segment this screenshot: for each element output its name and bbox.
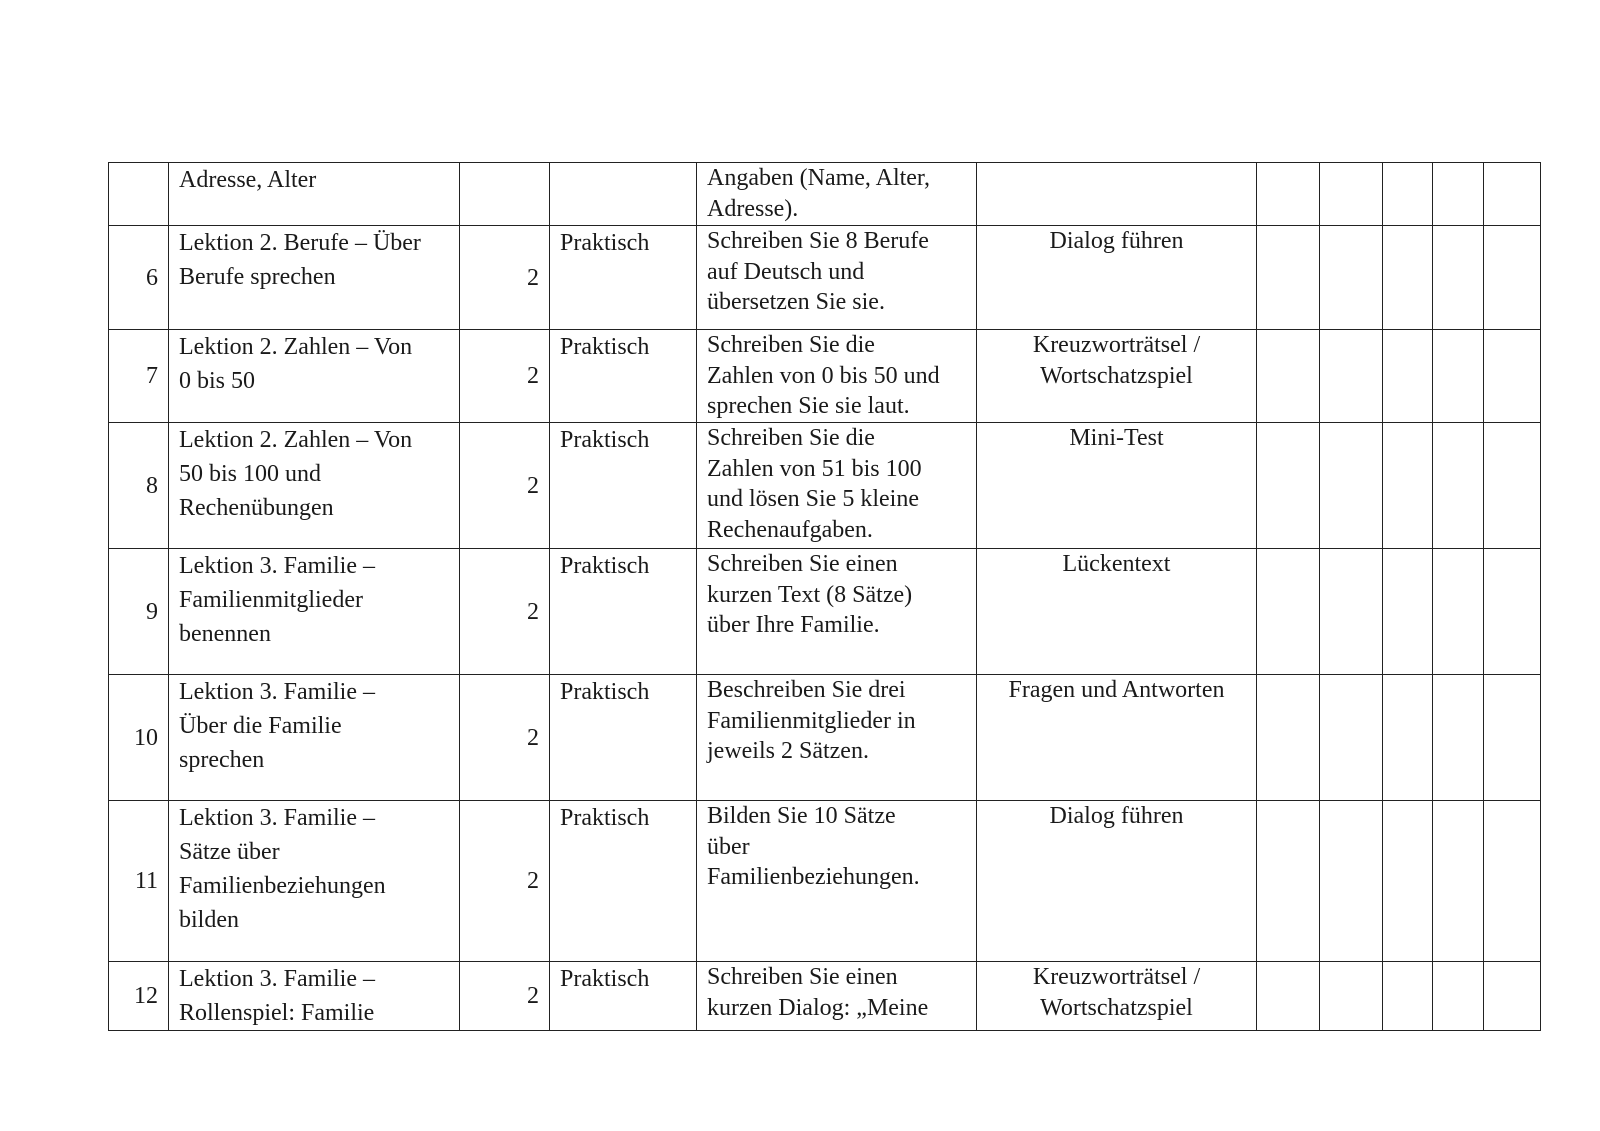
- row-number-text: 12: [134, 983, 158, 1009]
- task-cell: [697, 226, 977, 330]
- empty-cell: [1433, 226, 1484, 330]
- empty-cell: [1484, 163, 1541, 226]
- hours-cell: [460, 675, 550, 801]
- empty-cell: [1383, 226, 1433, 330]
- lesson-type-cell: [550, 549, 697, 675]
- control-form-cell: [977, 163, 1257, 226]
- control-form-cell: [977, 423, 1257, 549]
- lesson-type-cell: [550, 330, 697, 423]
- row-number-text: 7: [146, 363, 158, 389]
- hours-cell-text: 2: [527, 983, 539, 1009]
- row-number: [109, 226, 169, 330]
- empty-cell: [1433, 549, 1484, 675]
- lesson-type-cell: [550, 801, 697, 962]
- table-row: [109, 801, 1541, 962]
- task-cell-text: Schreiben Sie 8 Berufe auf Deutsch und übersetzen Sie sie.: [707, 228, 929, 315]
- empty-cell: [1484, 226, 1541, 330]
- table-row: [109, 962, 1541, 1031]
- table-row: [109, 226, 1541, 330]
- lesson-plan-table: [108, 162, 1541, 1031]
- topic-cell: [169, 423, 460, 549]
- row-number: [109, 423, 169, 549]
- empty-cell: [1257, 423, 1320, 549]
- lesson-type-cell: [550, 163, 697, 226]
- control-form-cell: [977, 801, 1257, 962]
- empty-cell: [1320, 423, 1383, 549]
- topic-cell-text: Lektion 3. Familie – Rollenspiel: Familie: [179, 966, 375, 1026]
- task-cell-text: Angaben (Name, Alter, Adresse).: [707, 165, 930, 222]
- lesson-type-cell-text: Praktisch: [560, 966, 650, 992]
- topic-cell: [169, 163, 460, 226]
- lesson-type-cell-text: Praktisch: [560, 230, 650, 256]
- hours-cell-text: 2: [527, 363, 539, 389]
- table-row: [109, 549, 1541, 675]
- topic-cell: [169, 226, 460, 330]
- row-number: [109, 330, 169, 423]
- empty-cell: [1320, 801, 1383, 962]
- empty-cell: [1383, 163, 1433, 226]
- empty-cell: [1484, 330, 1541, 423]
- control-form-cell-text: Mini-Test: [1069, 425, 1164, 451]
- topic-cell: [169, 962, 460, 1031]
- task-cell: [697, 423, 977, 549]
- topic-cell-text: Lektion 3. Familie – Familienmitglieder benennen: [179, 553, 375, 647]
- row-number: [109, 675, 169, 801]
- hours-cell: [460, 423, 550, 549]
- hours-cell-text: 2: [527, 868, 539, 894]
- lesson-type-cell: [550, 423, 697, 549]
- topic-cell-text: Lektion 3. Familie – Über die Familie sprechen: [179, 679, 375, 773]
- empty-cell: [1320, 330, 1383, 423]
- table-row: [109, 330, 1541, 423]
- table-row: [109, 423, 1541, 549]
- empty-cell: [1383, 801, 1433, 962]
- task-cell: [697, 549, 977, 675]
- topic-cell-text: Adresse, Alter: [179, 167, 317, 193]
- hours-cell: [460, 330, 550, 423]
- empty-cell: [1257, 226, 1320, 330]
- topic-cell: [169, 330, 460, 423]
- empty-cell: [1433, 962, 1484, 1031]
- control-form-cell: [977, 330, 1257, 423]
- task-cell-text: Bilden Sie 10 Sätze über Familienbeziehungen.: [707, 803, 920, 890]
- hours-cell: [460, 163, 550, 226]
- task-cell-text: Beschreiben Sie drei Familienmitglieder in jeweils 2 Sätzen.: [707, 677, 916, 764]
- hours-cell-text: 2: [527, 598, 539, 625]
- task-cell-text: Schreiben Sie einen kurzen Text (8 Sätze) über Ihre Familie.: [707, 551, 913, 638]
- hours-cell-text: 2: [527, 724, 539, 751]
- task-cell: [697, 962, 977, 1031]
- lesson-type-cell-text: Praktisch: [560, 334, 650, 360]
- control-form-cell-text: Fragen und Antworten: [1008, 677, 1225, 703]
- row-number-text: 11: [134, 868, 158, 894]
- control-form-cell: [977, 549, 1257, 675]
- empty-cell: [1320, 549, 1383, 675]
- empty-cell: [1484, 801, 1541, 962]
- table-row: [109, 163, 1541, 226]
- control-form-cell: [977, 962, 1257, 1031]
- topic-cell-text: Lektion 2. Zahlen – Von 50 bis 100 und Rechenübungen: [179, 427, 413, 521]
- control-form-cell: [977, 226, 1257, 330]
- row-number-text: 6: [146, 264, 158, 291]
- control-form-cell-text: Lückentext: [1062, 551, 1171, 577]
- empty-cell: [1257, 549, 1320, 675]
- control-form-cell-text: Kreuzworträtsel / Wortschatzspiel: [1032, 964, 1201, 1021]
- empty-cell: [1433, 330, 1484, 423]
- task-cell: [697, 163, 977, 226]
- control-form-cell-text: Dialog führen: [1049, 803, 1184, 829]
- empty-cell: [1320, 675, 1383, 801]
- empty-cell: [1433, 423, 1484, 549]
- empty-cell: [1433, 163, 1484, 226]
- lesson-type-cell-text: Praktisch: [560, 553, 650, 579]
- task-cell-text: Schreiben Sie die Zahlen von 0 bis 50 und sprechen Sie sie laut.: [707, 332, 940, 419]
- hours-cell: [460, 801, 550, 962]
- task-cell: [697, 801, 977, 962]
- empty-cell: [1320, 962, 1383, 1031]
- empty-cell: [1320, 163, 1383, 226]
- lesson-type-cell: [550, 675, 697, 801]
- row-number: [109, 163, 169, 226]
- empty-cell: [1433, 675, 1484, 801]
- lesson-type-cell-text: Praktisch: [560, 805, 650, 831]
- empty-cell: [1320, 226, 1383, 330]
- row-number: [109, 549, 169, 675]
- empty-cell: [1257, 675, 1320, 801]
- topic-cell: [169, 801, 460, 962]
- empty-cell: [1484, 549, 1541, 675]
- task-cell-text: Schreiben Sie einen kurzen Dialog: „Meine: [707, 964, 929, 1021]
- hours-cell: [460, 226, 550, 330]
- control-form-cell: [977, 675, 1257, 801]
- control-form-cell-text: Kreuzworträtsel / Wortschatzspiel: [1032, 332, 1201, 389]
- lesson-type-cell: [550, 962, 697, 1031]
- hours-cell: [460, 549, 550, 675]
- row-number-text: 8: [146, 472, 158, 499]
- empty-cell: [1383, 549, 1433, 675]
- row-number-text: 10: [134, 724, 158, 751]
- task-cell-text: Schreiben Sie die Zahlen von 51 bis 100 und lösen Sie 5 kleine Rechenaufgaben.: [707, 425, 922, 543]
- task-cell: [697, 675, 977, 801]
- empty-cell: [1257, 962, 1320, 1031]
- empty-cell: [1257, 330, 1320, 423]
- empty-cell: [1383, 962, 1433, 1031]
- row-number: [109, 801, 169, 962]
- lesson-type-cell-text: Praktisch: [560, 679, 650, 705]
- task-cell: [697, 330, 977, 423]
- empty-cell: [1484, 675, 1541, 801]
- empty-cell: [1257, 163, 1320, 226]
- topic-cell-text: Lektion 2. Berufe – Über Berufe sprechen: [179, 230, 421, 290]
- hours-cell-text: 2: [527, 472, 539, 499]
- topic-cell: [169, 549, 460, 675]
- empty-cell: [1383, 423, 1433, 549]
- empty-cell: [1383, 330, 1433, 423]
- empty-cell: [1257, 801, 1320, 962]
- empty-cell: [1484, 423, 1541, 549]
- table-row: [109, 675, 1541, 801]
- control-form-cell-text: Dialog führen: [1049, 228, 1184, 254]
- empty-cell: [1484, 962, 1541, 1031]
- row-number: [109, 962, 169, 1031]
- topic-cell-text: Lektion 3. Familie – Sätze über Familienbeziehungen bilden: [179, 805, 386, 933]
- hours-cell-text: 2: [527, 264, 539, 291]
- topic-cell: [169, 675, 460, 801]
- empty-cell: [1433, 801, 1484, 962]
- empty-cell: [1383, 675, 1433, 801]
- lesson-type-cell: [550, 226, 697, 330]
- topic-cell-text: Lektion 2. Zahlen – Von 0 bis 50: [179, 334, 413, 394]
- row-number-text: 9: [146, 598, 158, 625]
- lesson-type-cell-text: Praktisch: [560, 427, 650, 453]
- hours-cell: [460, 962, 550, 1031]
